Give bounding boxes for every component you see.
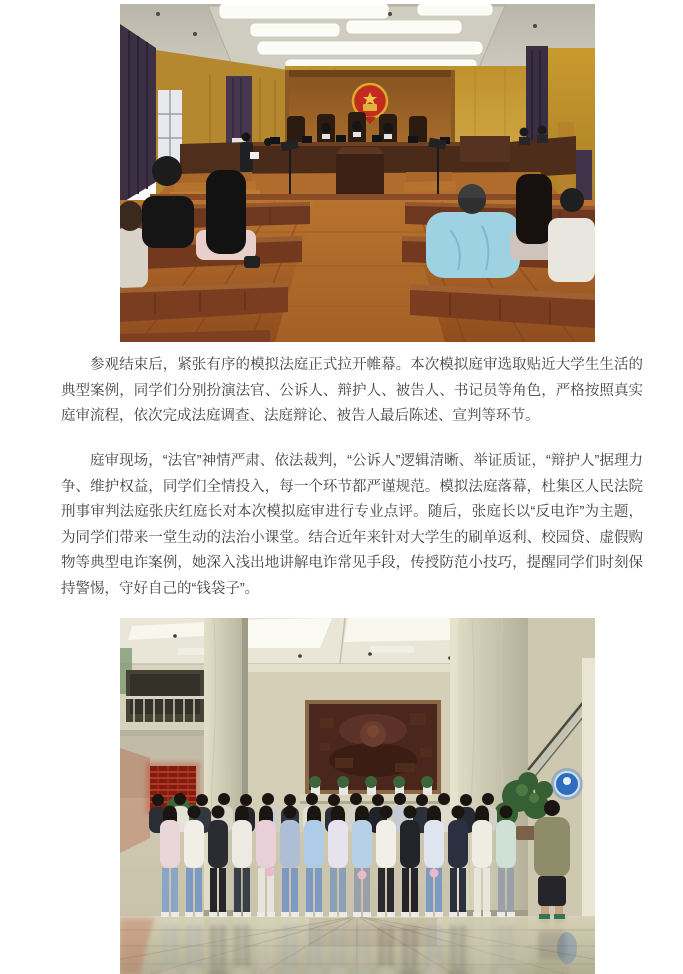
photo-courtroom xyxy=(120,4,595,342)
courtroom-photo-svg xyxy=(120,4,595,342)
lobby-photo-svg xyxy=(120,618,595,974)
photo-group-lobby xyxy=(120,618,595,974)
paragraph-mock-trial-intro: 参观结束后，紧张有序的模拟法庭正式拉开帷幕。本次模拟庭审选取贴近大学生生活的典型案例，同学们分别扮演法官、公诉人、辩护人、被告人、书记员等角色，严格按照真实庭审流程，依次完成法庭调查、法庭辩论、被告人最后陈述、宣判等环节。 xyxy=(61,357,643,424)
blue-round-sign xyxy=(551,768,583,800)
paragraph-trial-review: 庭审现场，“法官”神情严肃、依法裁判，“公诉人”逻辑清晰、举证质证，“辩护人”据理力争、维护权益，同学们全情投入，每一个环节都严谨规范。模拟法庭落幕，杜集区人民法院刑事审判法庭张庆红庭长对本次模拟庭审进行专业点评。随后，张庭长以“反电诈”为主题，为同学们带来一堂生动的法治小课堂。结合近年来针对大学生的刷单返利、校园贷、虚假购物等典型电诈案例，她深入浅出地讲解电诈常见手段，传授防范小技巧，提醒同学们时刻保持警惕，守好自己的“钱袋子”。 xyxy=(61,453,643,597)
